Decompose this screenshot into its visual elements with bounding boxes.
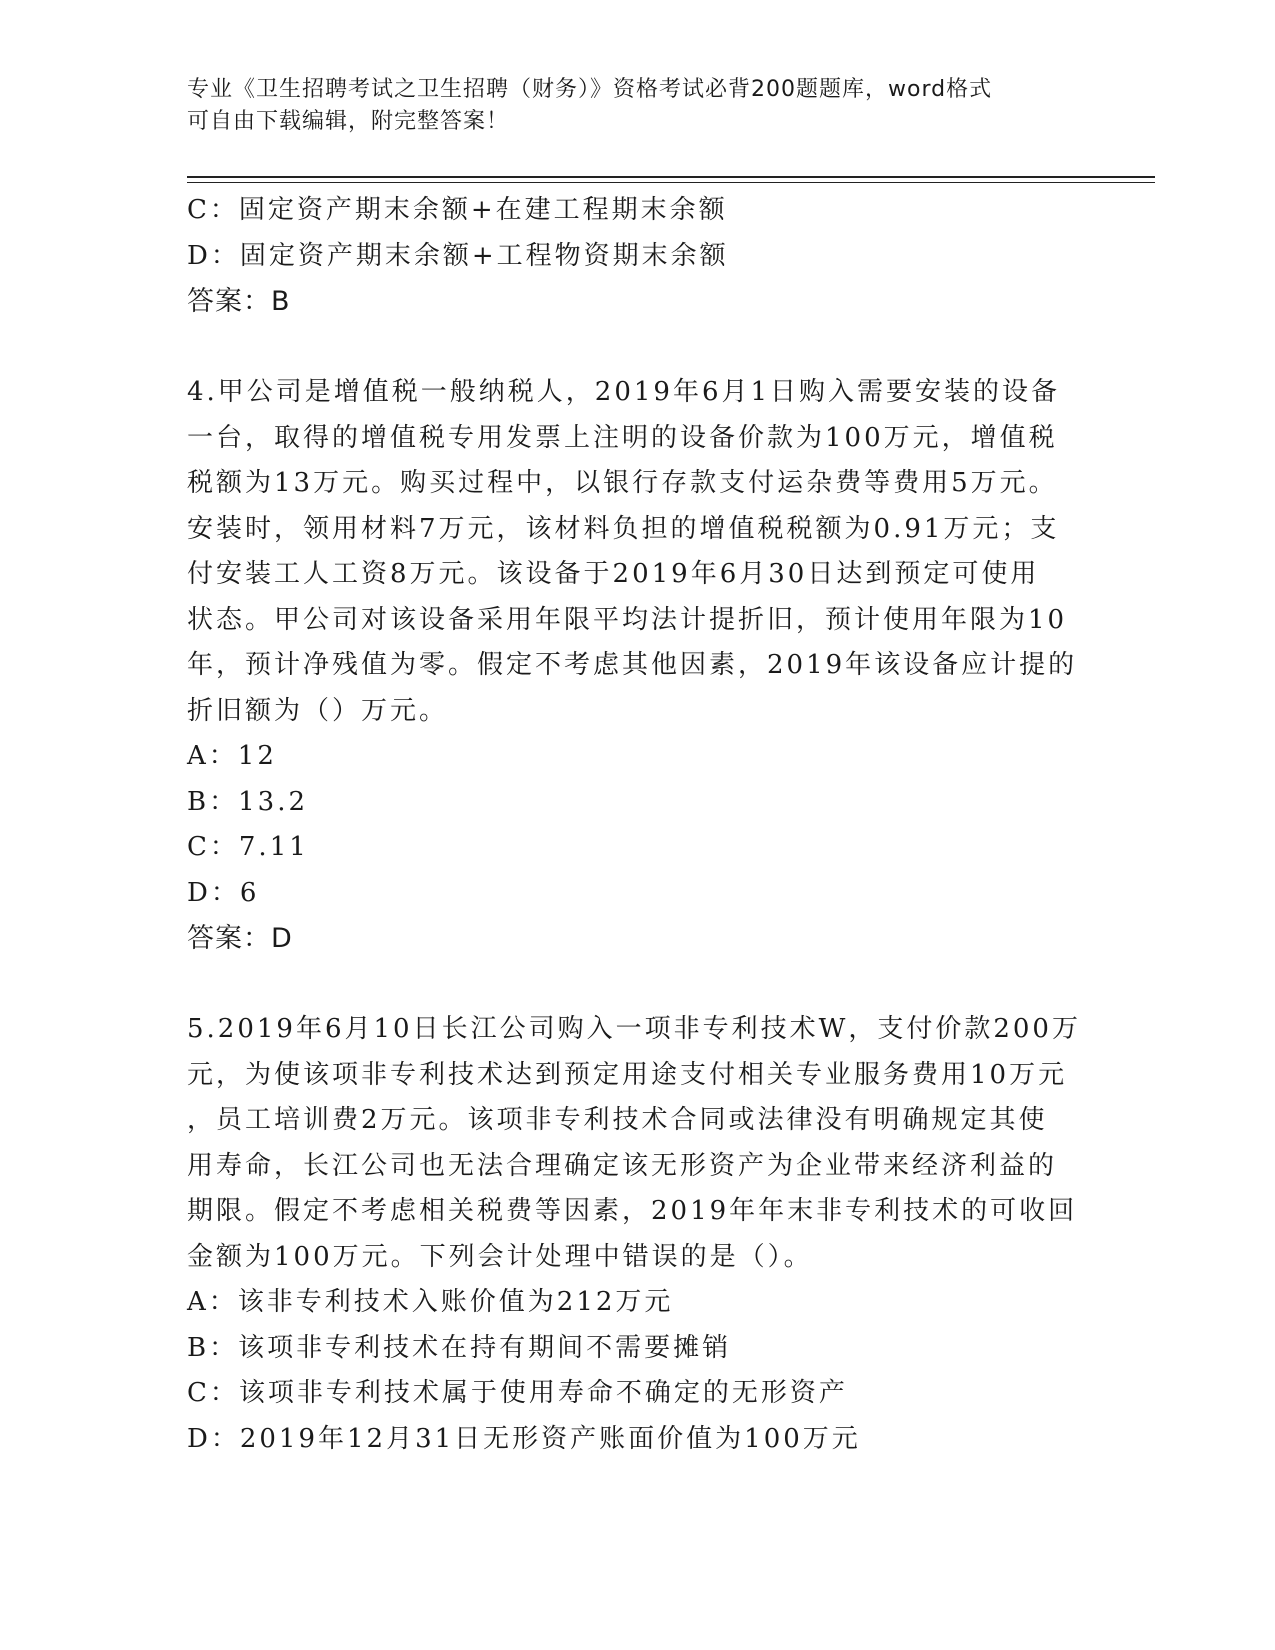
question-text-line: 元，为使该项非专利技术达到预定用途支付相关专业服务费用10万元 <box>187 1059 1068 1090</box>
question-5 <box>187 1007 1087 1462</box>
question-text-line: 折旧额为（）万元。 <box>187 695 449 726</box>
option-c: C：7.11 <box>187 832 309 862</box>
question-text-line: 5.2019年6月10日长江公司购入一项非专利技术W，支付价款200万 <box>187 1014 1081 1044</box>
spacer <box>187 962 1087 1008</box>
option-a: A：该非专利技术入账价值为212万元 <box>187 1287 674 1317</box>
header-line-2: 可自由下载编辑，附完整答案！ <box>187 109 510 134</box>
question-text-line: 用寿命，长江公司也无法合理确定该无形资产为企业带来经济利益的 <box>187 1150 1058 1181</box>
option-b: B：13.2 <box>187 786 308 817</box>
option-c: C：该项非专利技术属于使用寿命不确定的无形资产 <box>187 1378 848 1408</box>
document-body <box>187 188 1087 1462</box>
document-header <box>187 74 1067 138</box>
question-text-line: 付安装工人工资8万元。该设备于2019年6月30日达到预定可使用 <box>187 559 1040 589</box>
header-divider-thick <box>187 176 1155 178</box>
question-text-line: ，员工培训费2万元。该项非专利技术合同或法律没有明确规定其使 <box>187 1105 1048 1135</box>
question-4 <box>187 370 1087 962</box>
spacer <box>187 325 1087 371</box>
option-a: A：12 <box>187 741 277 771</box>
question-text-line: 4.甲公司是增值税一般纳税人，2019年6月1日购入需要安装的设备 <box>187 377 1061 407</box>
header-line-1: 专业《卫生招聘考试之卫生招聘（财务）》资格考试必背200题题库，word格式 <box>187 77 993 102</box>
option-d: D：6 <box>187 877 260 908</box>
question-text-line: 税额为13万元。购买过程中，以银行存款支付运杂费等费用5万元。 <box>187 468 1058 498</box>
option-b: B：该项非专利技术在持有期间不需要摊销 <box>187 1332 732 1363</box>
question-text-line: 期限。假定不考虑相关税费等因素，2019年年末非专利技术的可收回 <box>187 1196 1078 1226</box>
option-d: D：固定资产期末余额+工程物资期末余额 <box>187 240 729 271</box>
header-divider-thin <box>187 182 1155 183</box>
question-text-line: 一台，取得的增值税专用发票上注明的设备价款为100万元，增值税 <box>187 422 1058 453</box>
option-c: C：固定资产期末余额+在建工程期末余额 <box>187 195 728 225</box>
answer-line: 答案：D <box>187 923 293 954</box>
question-text-line: 安装时，领用材料7万元，该材料负担的增值税税额为0.91万元；支 <box>187 513 1060 544</box>
question-3-tail <box>187 188 1087 325</box>
question-text-line: 年，预计净残值为零。假定不考虑其他因素，2019年该设备应计提的 <box>187 650 1078 680</box>
question-text-line: 状态。甲公司对该设备采用年限平均法计提折旧，预计使用年限为10 <box>187 604 1068 635</box>
answer-line: 答案：B <box>187 286 291 317</box>
option-d: D：2019年12月31日无形资产账面价值为100万元 <box>187 1423 861 1454</box>
question-text-line: 金额为100万元。下列会计处理中错误的是（）。 <box>187 1241 813 1272</box>
